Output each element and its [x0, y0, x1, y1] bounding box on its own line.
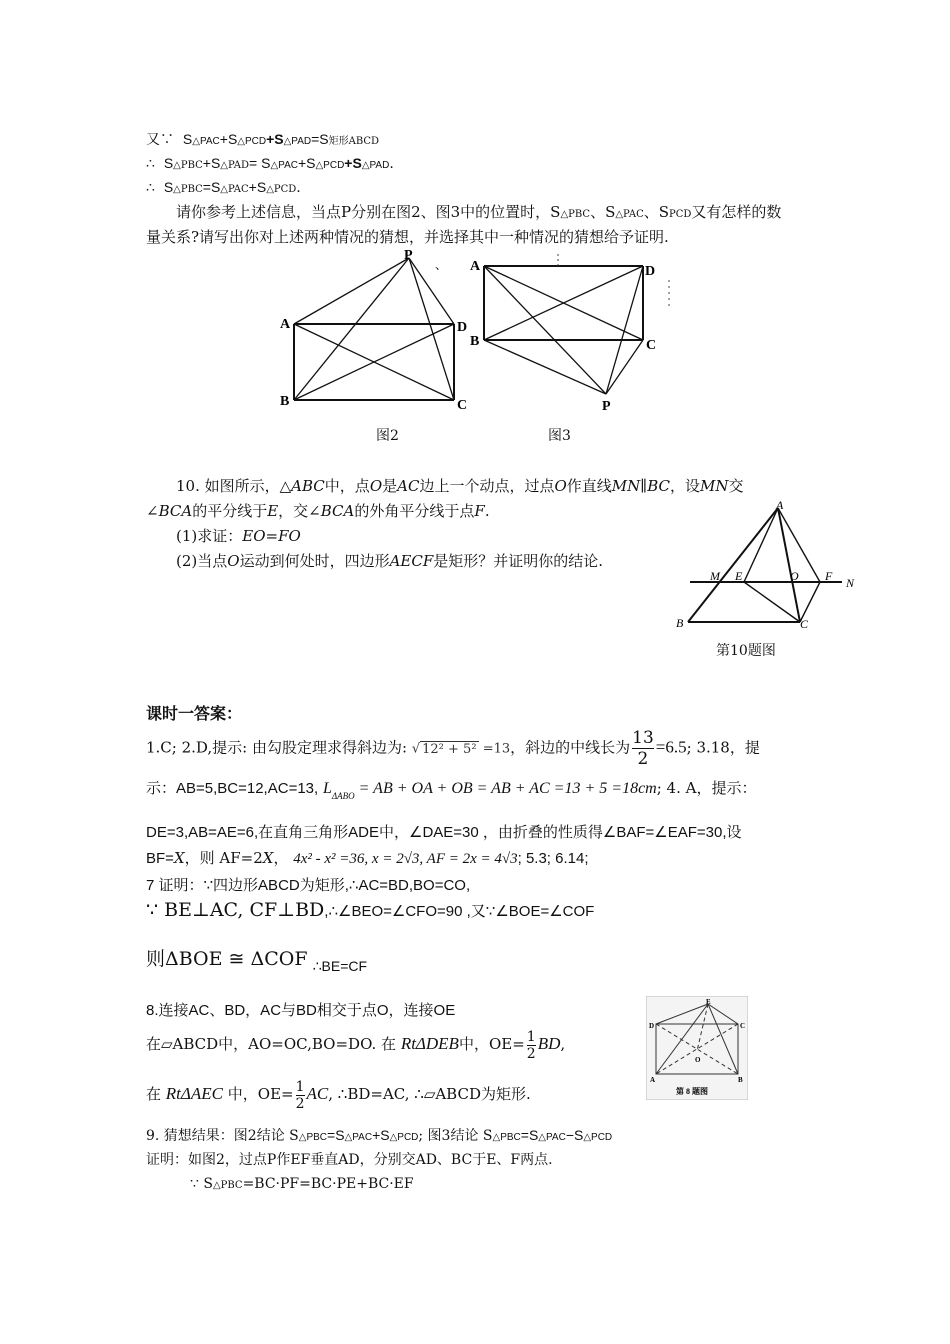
- fig2-label-d: D: [457, 320, 468, 335]
- fig10-label-a: A: [776, 498, 784, 512]
- problem10-line2: ∠BCA的平分线于E，交∠BCA的外角平分线于点F.: [146, 502, 490, 520]
- fig8-label-c: C: [740, 1022, 746, 1030]
- figure-2: [276, 250, 476, 420]
- answer-line-5: 7 证明：∵四边形ABCD为矩形,∴AC=BD,BO=CO,: [146, 877, 471, 894]
- fig8-caption: 第 8 题图: [676, 1087, 708, 1096]
- question-line-2: 量关系?请写出你对上述两种情况的猜想，并选择其中一种情况的猜想给予证明.: [146, 228, 669, 246]
- fig10-label-o: O: [790, 569, 799, 583]
- fig2-caption: 图2: [376, 428, 399, 444]
- fig8-label-b: B: [738, 1076, 743, 1084]
- fig2-label-a: A: [280, 317, 291, 332]
- fig3-caption: 图3: [548, 428, 571, 444]
- fig3-label-c: C: [646, 338, 657, 353]
- question-line-1: 请你参考上述信息，当点P分别在图2、图3中的位置时，S△PBC、S△PAC、SPCD又有怎样的数: [176, 203, 782, 221]
- answer-line-11: 9. 猜想结果：图2结论 S△PBC=S△PAC+S△PCD; 图3结论 S△PBC=S△PAC−S△PCD: [146, 1127, 613, 1144]
- fig10-label-e: E: [735, 569, 743, 583]
- fig8-label-a: A: [650, 1076, 656, 1084]
- answer-line-3: DE=3,AB=AE=6,在直角三角形ADE中，∠DAE=30 ，由折叠的性质得∠BAF=∠EAF=30,设: [146, 824, 742, 841]
- answer-line-4: BF=X，则 AF=2X， 4x² - x² =36, x = 2√3, AF = 2x = 4√3; 5.3; 6.14;: [146, 849, 589, 867]
- figure-10: [672, 496, 862, 636]
- fig3-label-p: P: [602, 399, 611, 414]
- answer-line-12: 证明：如图2，过点P作EF垂直AD，分别交AD、BC于E、F两点.: [146, 1152, 553, 1168]
- fig3-label-b: B: [470, 334, 480, 349]
- answer-line-9: 在▱ABCD中，AO=OC,BO=DO. 在 RtΔDEB中，OE= $\frac{1}{2}$ BD,: [146, 1028, 566, 1062]
- answers-heading: 课时一答案：: [146, 704, 243, 723]
- figure-8: [646, 996, 748, 1100]
- problem10-line1: 10. 如图所示，△ABC中，点O是AC边上一个动点，过点O作直线MN∥BC，设MN交: [176, 477, 744, 495]
- fig2-label-p: P: [404, 250, 413, 263]
- fig2-label-c: C: [457, 398, 468, 413]
- line-therefore-1: ∴ S△PBC+S△PAD= S△PAC+S△PCD+S△PAD.: [146, 155, 394, 172]
- figure-3: [466, 254, 676, 414]
- answer-line-13: ∵ S△PBC=BC·PF=BC·PE+BC·EF: [190, 1176, 414, 1192]
- fig8-label-o: O: [695, 1056, 701, 1064]
- decorative-mark: 、: [435, 258, 448, 272]
- fig10-label-c: C: [800, 617, 809, 631]
- fig10-label-n: N: [846, 576, 855, 590]
- line-area-sum: 又∵ S△PAC+S△PCD+S△PAD=S矩形ABCD: [146, 131, 380, 148]
- problem10-q2: (2)当点O运动到何处时，四边形AECF是矩形？并证明你的结论.: [176, 552, 604, 570]
- fig8-label-e: E: [706, 998, 711, 1006]
- fig10-caption: 第10题图: [716, 643, 776, 659]
- answer-line-1: 1.C; 2.D,提示: 由勾股定理求得斜边为: √ 12² + 5² =13，斜边的中线长为 $\frac{13}{2}$ =6.5; 3.18，提: [146, 728, 760, 769]
- line-therefore-2: ∴ S△PBC=S△PAC+S△PCD.: [146, 179, 301, 196]
- answer-line-8: 8.连接AC、BD，AC与BD相交于点O，连接OE: [146, 1002, 456, 1019]
- problem10-q1: (1)求证：EO=FO: [176, 527, 301, 545]
- answer-line-10: 在 RtΔAEC 中，OE= $\frac{1}{2}$ AC, ∴BD=AC, ∴▱ABCD为矩形.: [146, 1078, 531, 1112]
- answer-line-2: 示：AB=5,BC=12,AC=13, $L_{\Delta ABO}$ = AB + OA + OB = AB + AC =13 + 5 =18cm; 4. A，提示：: [146, 779, 757, 801]
- fig10-label-b: B: [676, 616, 684, 630]
- fig3-label-d: D: [645, 264, 656, 279]
- fig8-label-d: D: [649, 1022, 655, 1030]
- fig10-label-m: M: [710, 569, 720, 583]
- fig3-label-a: A: [470, 259, 481, 274]
- fig10-label-f: F: [825, 569, 833, 583]
- answer-line-6: ∵ BE⊥AC, CF⊥BD,∴∠BEO=∠CFO=90 ,又∵∠BOE=∠COF: [146, 899, 595, 921]
- fig2-label-b: B: [280, 394, 290, 409]
- answer-line-7: 则ΔBOE ≅ ΔCOF ∴BE=CF: [146, 948, 368, 974]
